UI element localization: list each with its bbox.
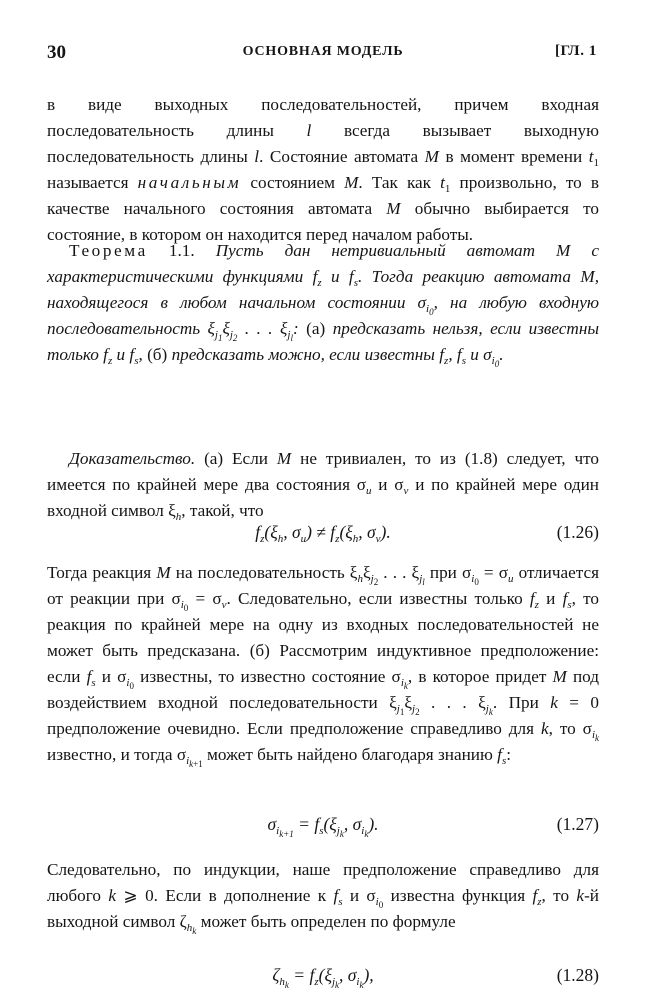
equation-formula: $f_z(\xi_h$, $\sigma_u) \ne f_z(\xi_h$, $\sigma_v$). bbox=[255, 522, 391, 545]
chapter-ref: [ГЛ. 1 bbox=[554, 43, 597, 59]
paragraph-1: в виде выходных последовательностей, причем входная последовательность длины l всегда вызывает выходную последовательность длины l. Состояние автомата M в момент времени $t_1$ называется начальным состоянием M. Так как $t_1$ произвольно, то в качестве начального состояния автомата M обычно выбирается то состояние, в котором он находится перед началом работы. bbox=[47, 95, 599, 244]
equation-number: (1.28) bbox=[556, 965, 599, 985]
equation-1-26 bbox=[47, 522, 599, 550]
running-head bbox=[47, 42, 599, 70]
page-number: 30 bbox=[47, 42, 66, 63]
equation-number: (1.27) bbox=[556, 814, 599, 834]
theorem-label: Теорема bbox=[69, 241, 148, 260]
proof-paragraph: Доказательство. (а) Если M не тривиален, то из (1.8) следует, что имеется по крайней мере два состояния $\sigma_u$ и $\sigma_v$ и по крайней мере один входной символ $\xi_h$, такой, что bbox=[47, 449, 599, 523]
equation-1-28 bbox=[47, 965, 599, 993]
section-title: ОСНОВНАЯ МОДЕЛЬ bbox=[242, 44, 404, 59]
paragraph-induction: Тогда реакция M на последовательность $\xi_h\xi_{j_2}$ . . . $\xi_{j_l}$ при $\sigma_{i_0} = \sigma_u$ отличается от реакции при $\sigma_{i_0} = \sigma_v$. Следовательно, если известны только $f_z$ и $f_s$, то реакция по крайней мере на одну из входных последовательностей не может быть предсказана. (б) Рассмотрим индуктивное предположение: если $f_s$ и $\sigma_{i_0}$ известны, то известно состояние $\sigma_{i_k}$, в которое придет M под воздействием входной последовательности $\xi_{j_1}\xi_{j_2}$ . . . $\xi_{j_k}$. При k = 0 предположение очевидно. Если предположение справедливо для k, то $\sigma_{i_k}$ известно, и тогда $\sigma_{i_{k+1}}$ может быть найдено благодаря знанию $f_s$: bbox=[47, 563, 599, 769]
equation-number: (1.26) bbox=[556, 522, 599, 542]
equation-1-27 bbox=[47, 814, 599, 842]
equation-formula: $\zeta_{h_k} = f_z(\xi_{j_k}$, $\sigma_{i_k}$), bbox=[272, 965, 374, 990]
book-page bbox=[47, 42, 600, 990]
theorem-1-1: Теорема 1.1. Пусть дан нетривиальный автомат M с характеристическими функциями $f_z$ и $f_s$. Тогда реакцию автомата M, находящегося в любом начальном состоянии $\sigma_{i_0}$, на любую входную последовательность $\xi_{j_1}\xi_{j_2}$ . . . $\xi_{j_l}$: (а) предсказать нельзя, если известны только $f_z$ и $f_s$, (б) предсказать можно, если известны $f_z$, $f_s$ и $\sigma_{i_0}$. bbox=[47, 241, 600, 369]
equation-formula: $\sigma_{i_{k+1}} = f_s(\xi_{j_k}$, $\sigma_{i_k}$). bbox=[267, 814, 379, 839]
paragraph-conclusion: Следовательно, по индукции, наше предположение справедливо для любого k ⩾ 0. Если в дополнение к $f_s$ и $\sigma_{i_0}$ известна функция $f_z$, то k-й выходной символ $\zeta_{h_k}$ может быть определен по формуле bbox=[47, 860, 599, 936]
